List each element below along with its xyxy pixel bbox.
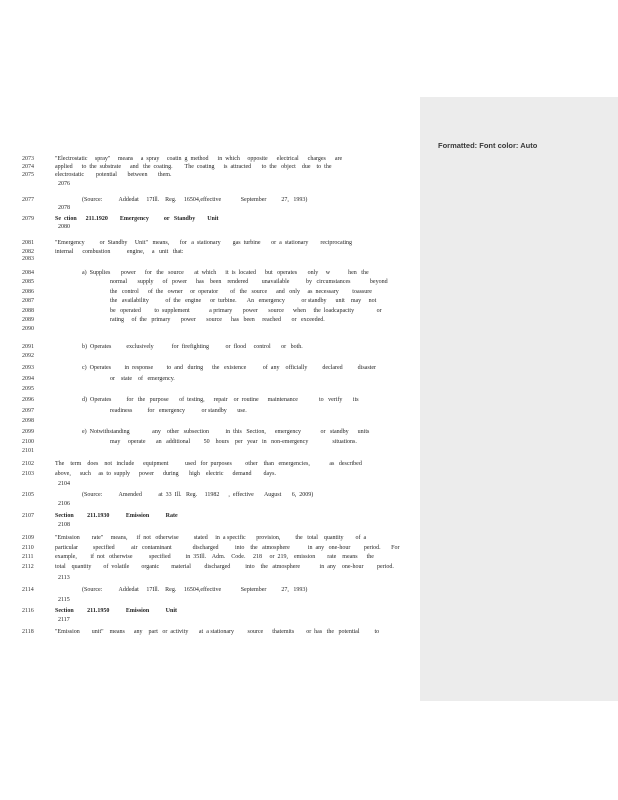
document-line: e) Notwithstanding any other subsection in this Section, emergency or standby units — [82, 429, 370, 435]
line-number: 2092 — [22, 353, 34, 359]
line-number: 2091 — [22, 344, 34, 350]
line-number: 2093 — [22, 365, 34, 371]
stray-line-number: 2113 — [58, 575, 70, 581]
line-number: 2102 — [22, 461, 34, 467]
line-number: 2101 — [22, 448, 34, 454]
document-line: electrostatic potential between them. — [55, 172, 172, 178]
line-number: 2090 — [22, 326, 34, 332]
line-number: 2109 — [22, 535, 34, 541]
line-number: 2075 — [22, 172, 34, 178]
document-line: be operated to supplement a primary power source when the loadcapacity or — [110, 308, 382, 314]
document-line: particular specified air contaminant discharged into the atmosphere in any one-hour period. For — [55, 545, 400, 551]
stray-line-number: 2115 — [58, 597, 70, 603]
line-number: 2110 — [22, 545, 34, 551]
line-number: 2082 — [22, 249, 34, 255]
formatting-comment: Formatted: Font color: Auto — [438, 141, 538, 150]
document-line: may operate an additional 50 hours per year in non-emergency situations. — [110, 439, 357, 445]
document-line: applied to the substrate and the coating. The coating is attracted to the object due to the — [55, 164, 332, 170]
line-number: 2086 — [22, 289, 34, 295]
document-line: c) Operates in response to and during the existence of any officially declared disaster — [82, 365, 376, 371]
document-line: "Emission unit" means any part or activity at a stationary source thatemits or has the potential to — [55, 629, 380, 635]
document-line: a) Supplies power for the source at which it is located but operates only w hen the — [82, 270, 369, 276]
document-line: above, such as to supply power during high electric demand days. — [55, 471, 276, 477]
line-number: 2096 — [22, 397, 34, 403]
line-number: 2079 — [22, 216, 34, 222]
line-number: 2081 — [22, 240, 34, 246]
line-number: 2103 — [22, 471, 34, 477]
document-line: internal combustion engine, a unit that: — [55, 249, 184, 255]
line-number: 2073 — [22, 156, 34, 162]
document-line: normal supply of power has been rendered unavailable by circumstances beyond — [110, 279, 388, 285]
document-line: d) Operates for the purpose of testing, repair or routine maintenance to verify its — [82, 397, 359, 403]
document-line: Section 211.1930 Emission Rate — [55, 513, 178, 519]
line-number: 2099 — [22, 429, 34, 435]
document-line: rating of the primary power source has been reached or exceeded. — [110, 317, 325, 323]
stray-line-number: 2108 — [58, 522, 70, 528]
stray-line-number: 2080 — [58, 224, 70, 230]
document-line: (Source: Amended at 33 Ill. Reg. 11982 , effective August 6, 2009) — [82, 492, 314, 498]
line-number: 2074 — [22, 164, 34, 170]
stray-line-number: 2078 — [58, 205, 70, 211]
document-line: b) Operates exclusively for firefighting or flood control or both. — [82, 344, 303, 350]
document-line: or state of emergency. — [110, 376, 175, 382]
document-line: readiness for emergency or standby use. — [110, 408, 247, 414]
stray-line-number: 2104 — [58, 481, 70, 487]
line-number: 2114 — [22, 587, 34, 593]
line-number: 2084 — [22, 270, 34, 276]
line-number: 2107 — [22, 513, 34, 519]
document-line: total quantity of volatile organic material discharged into the atmosphere in any one-hour period. — [55, 564, 394, 570]
line-number: 2083 — [22, 256, 34, 262]
document-line: "Electrostatic spray" means a spray coatin g method in which opposite electrical charges are — [55, 156, 343, 162]
stray-line-number: 2117 — [58, 617, 70, 623]
line-number: 2094 — [22, 376, 34, 382]
comment-pane — [420, 97, 618, 701]
line-number: 2098 — [22, 418, 34, 424]
line-number: 2077 — [22, 197, 34, 203]
line-number: 2095 — [22, 386, 34, 392]
line-number: 2097 — [22, 408, 34, 414]
stray-line-number: 2106 — [58, 501, 70, 507]
line-number: 2089 — [22, 317, 34, 323]
document-line: Section 211.1950 Emission Unit — [55, 608, 178, 614]
document-line: the control of the owner or operator of the source and only as necessary toassure — [110, 289, 372, 295]
line-number: 2111 — [22, 554, 34, 560]
document-line: (Source: Addedat 17Ill. Reg. 16504,effective September 27, 1993) — [82, 197, 308, 203]
line-number: 2112 — [22, 564, 34, 570]
line-number: 2118 — [22, 629, 34, 635]
line-number: 2100 — [22, 439, 34, 445]
line-number: 2088 — [22, 308, 34, 314]
line-number: 2116 — [22, 608, 34, 614]
document-line: Se ction 211.1920 Emergency or Standby Unit — [55, 216, 219, 222]
document-line: example, if not otherwise specified in 35Ill. Adm. Code. 218 or 219, emission rate means the — [55, 554, 374, 560]
stray-line-number: 2076 — [58, 181, 70, 187]
line-number: 2087 — [22, 298, 34, 304]
document-line: (Source: Addedat 17Ill. Reg. 16504,effective September 27, 1993) — [82, 587, 308, 593]
document-line: "Emission rate" means, if not otherwise stated in a specific provision, the total quantity of a — [55, 535, 367, 541]
line-number: 2105 — [22, 492, 34, 498]
document-line: The term does not include equipment used for purposes other than emergencies, as described — [55, 461, 362, 467]
line-number: 2085 — [22, 279, 34, 285]
document-line: "Emergency or Standby Unit" means, for a stationary gas turbine or a stationary reciprocating — [55, 240, 353, 246]
document-line: the availability of the engine or turbine. An emergency or standby unit may not — [110, 298, 377, 304]
